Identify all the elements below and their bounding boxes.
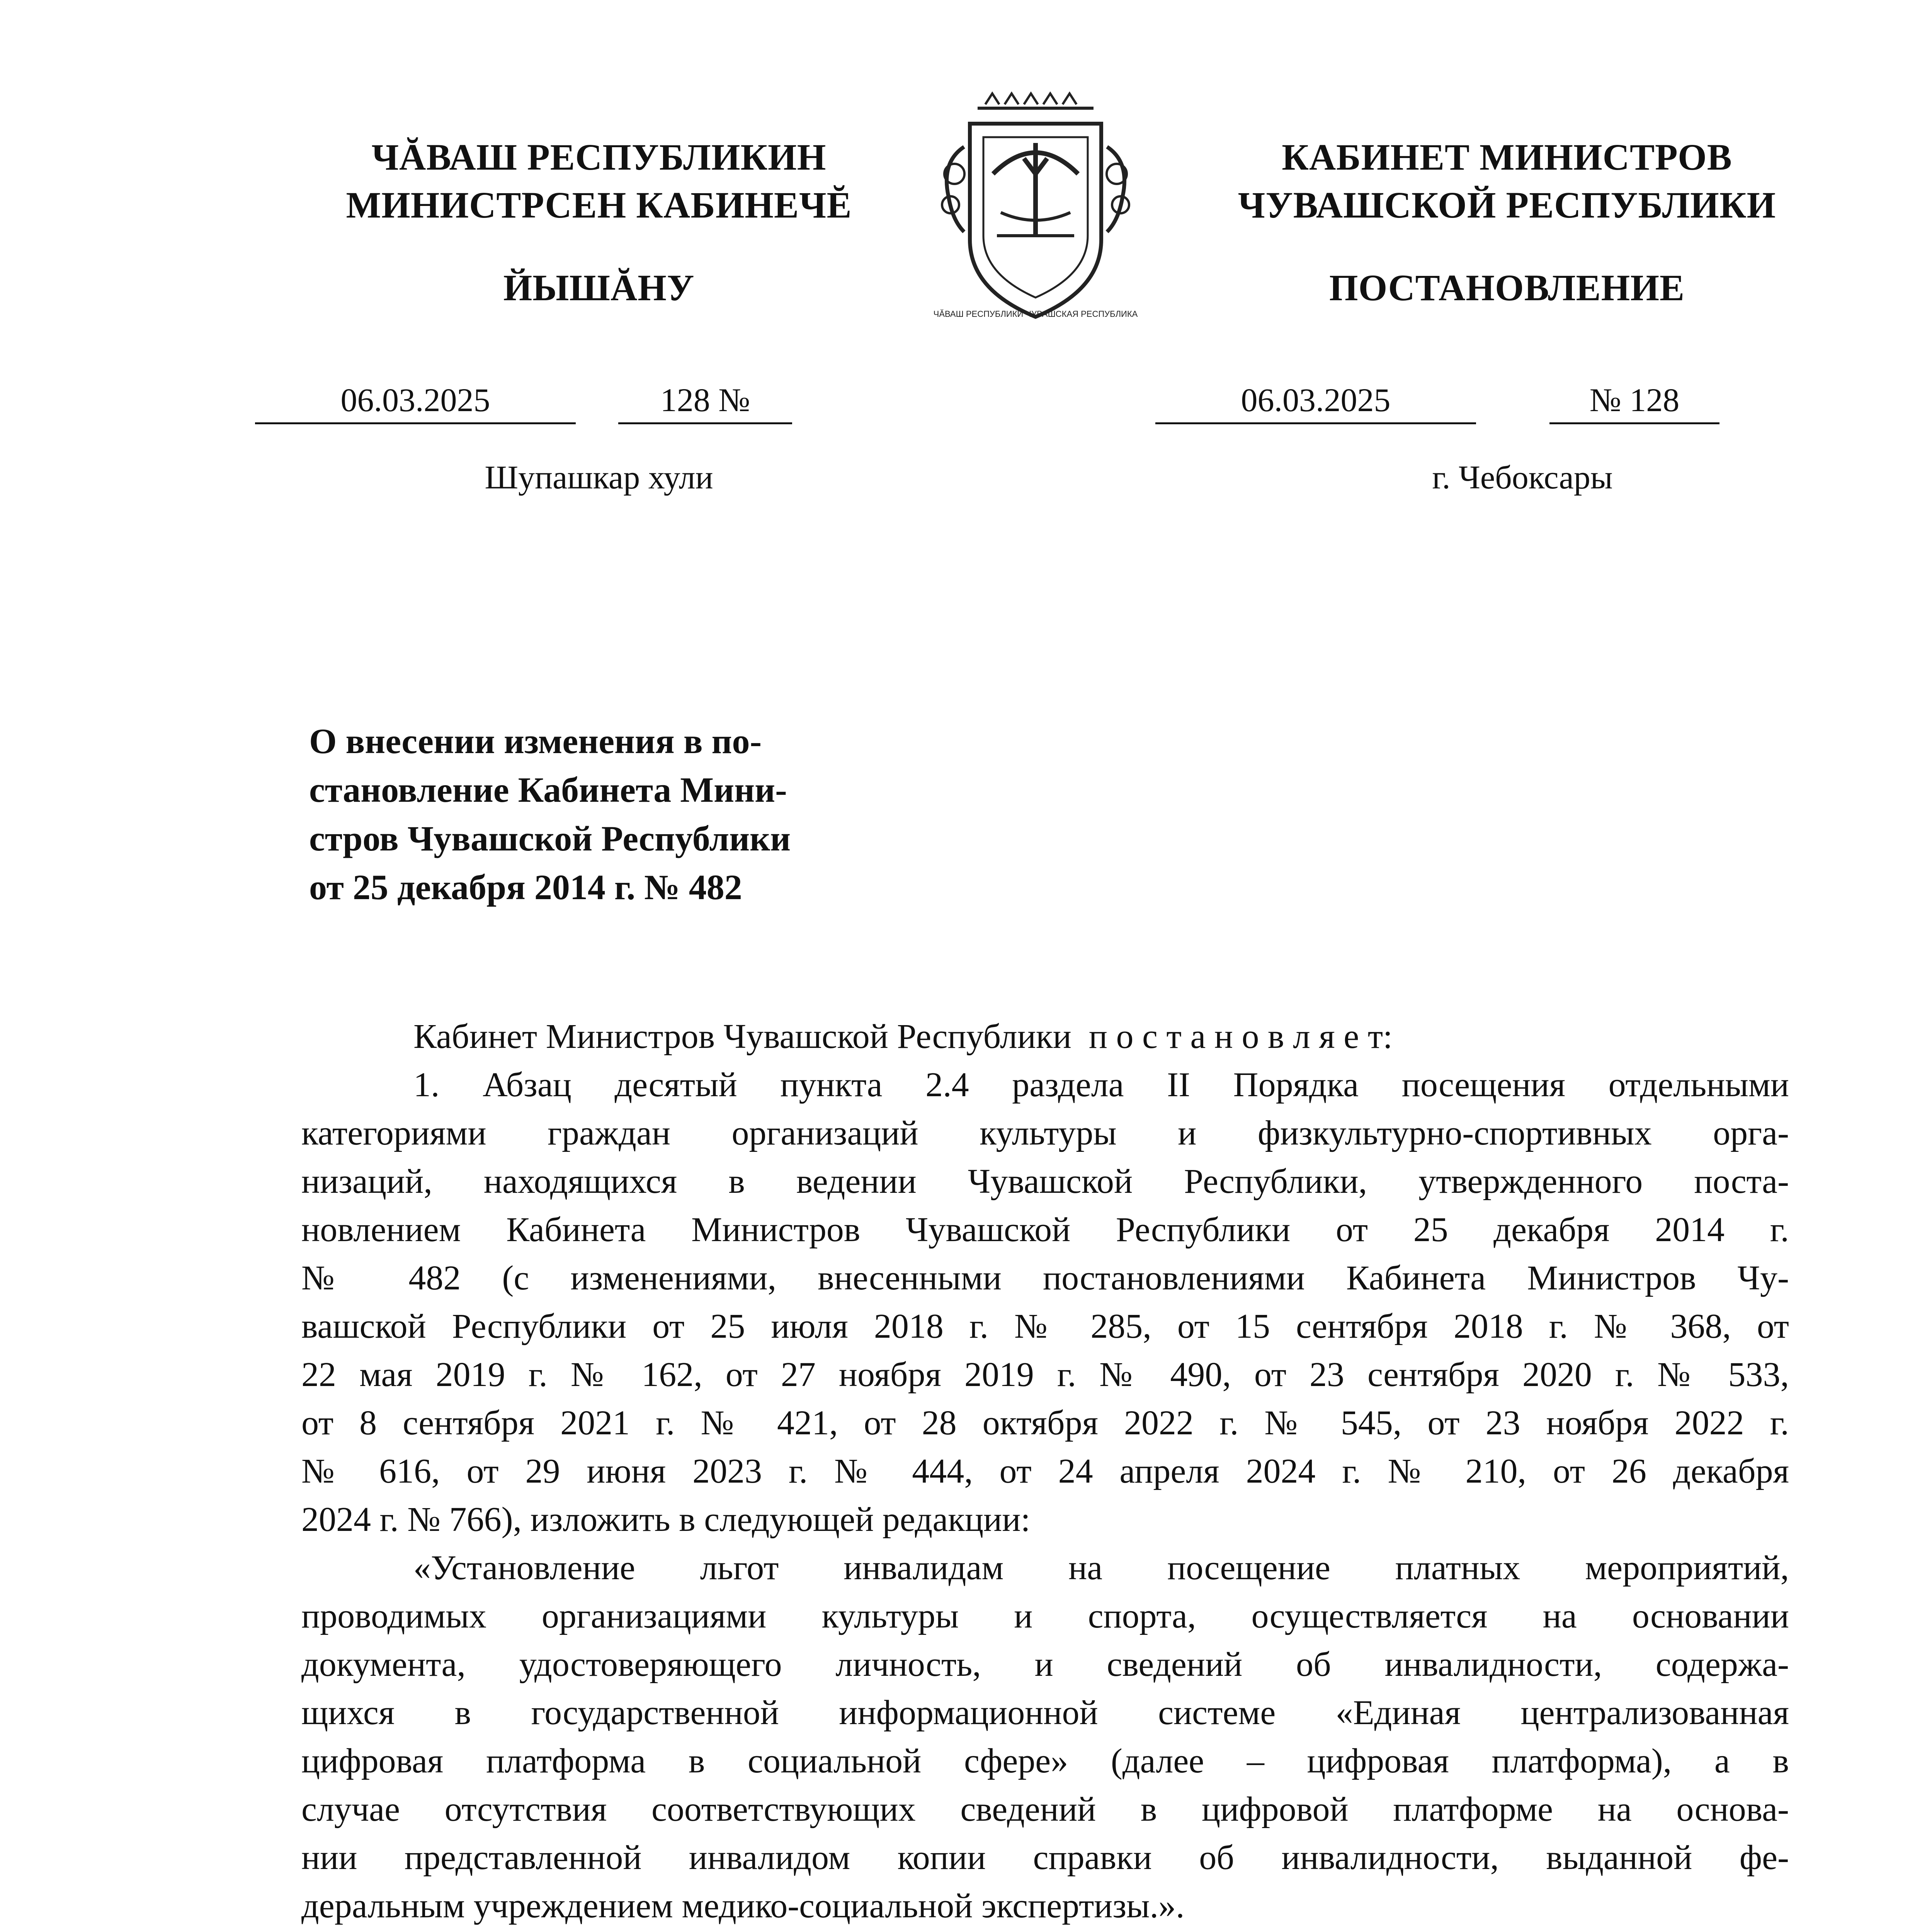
item-1-line: 2024 г. № 766), изложить в следующей редакции:: [301, 1500, 1031, 1539]
item-1-line: вашской Республики от 25 июля 2018 г. № 285, от 15 сентября 2018 г. № 368, от: [301, 1307, 1789, 1345]
item-1-line: новлением Кабинета Министров Чувашской Республики от 25 декабря 2014 г.: [301, 1211, 1789, 1249]
quote-line: деральным учреждением медико-социальной экспертизы.».: [301, 1887, 1185, 1925]
quoted-text: [301, 1544, 1789, 1930]
quote-line: проводимых организациями культуры и спорта, осуществляется на основании: [301, 1597, 1789, 1635]
header-right-line-2: ЧУВАШСКОЙ РЕСПУБЛИКИ: [1238, 184, 1776, 226]
header-left-doc-type: ЙЫШĂНУ: [503, 267, 695, 308]
right-city: г. Чебоксары: [1432, 459, 1613, 496]
subject-line: от 25 декабря 2014 г. № 482: [309, 867, 742, 907]
subject-line: становление Кабинета Мини-: [309, 770, 787, 810]
left-number: 128 №: [618, 381, 792, 424]
quote-line: щихся в государственной информационной системе «Единая централизованная: [301, 1694, 1789, 1732]
left-city: Шупашкар хули: [485, 459, 713, 496]
quote-line: цифровая платформа в социальной сфере» (далее – цифровая платформа), а в: [301, 1742, 1789, 1780]
document-subject: [309, 717, 904, 912]
item-1: [301, 1061, 1789, 1544]
header-left-line-1: ЧĂВАШ РЕСПУБЛИКИН: [371, 136, 827, 178]
emblem-text: ЧĂВАШ РЕСПУБЛИКИ ЧУВАШСКАЯ РЕСПУБЛИКА: [933, 309, 1138, 319]
quote-line: нии представленной инвалидом копии справки об инвалидности, выданной фе-: [301, 1838, 1789, 1877]
left-date: 06.03.2025: [255, 381, 576, 424]
header-right: [1179, 133, 1835, 312]
preamble-verb: п о с т а н о в л я е т:: [1088, 1017, 1393, 1056]
document-body: [301, 1012, 1789, 1932]
item-1-line: низаций, находящихся в ведении Чувашской Республики, утвержденного поста-: [301, 1162, 1789, 1201]
subject-line: стров Чувашской Республики: [309, 819, 791, 858]
quote-line: документа, удостоверяющего личность, и сведений об инвалидности, содержа-: [301, 1645, 1789, 1684]
right-date: 06.03.2025: [1155, 381, 1476, 424]
item-1-line: категориями граждан организаций культуры и физкультурно-спортивных орга-: [301, 1114, 1789, 1152]
item-2: [301, 1930, 1789, 1932]
header-right-doc-type: ПОСТАНОВЛЕНИЕ: [1329, 267, 1685, 308]
preamble: [301, 1012, 1789, 1061]
preamble-text: Кабинет Министров Чувашской Республики: [413, 1017, 1071, 1056]
quote-line: «Установление льгот инвалидам на посещение платных мероприятий,: [413, 1549, 1789, 1587]
quote-line: случае отсутствия соответствующих сведений в цифровой платформе на основа-: [301, 1790, 1789, 1828]
coat-of-arms-emblem: [927, 89, 1144, 328]
item-2-line: [301, 1930, 1789, 1932]
item-1-line: от 8 сентября 2021 г. № 421, от 28 октября 2022 г. № 545, от 23 ноября 2022 г.: [301, 1404, 1789, 1442]
subject-line: О внесении изменения в по-: [309, 721, 762, 761]
right-number: № 128: [1549, 381, 1719, 424]
header-left-line-2: МИНИСТРСЕН КАБИНЕЧĔ: [346, 184, 852, 226]
item-1-line: 22 мая 2019 г. № 162, от 27 ноября 2019 г. № 490, от 23 сентября 2020 г. № 533,: [301, 1355, 1789, 1394]
header-left: [270, 133, 927, 312]
header-right-line-1: КАБИНЕТ МИНИСТРОВ: [1282, 136, 1732, 178]
item-1-line: 1. Абзац десятый пункта 2.4 раздела II Порядка посещения отдельными: [413, 1066, 1789, 1104]
item-1-line: № 616, от 29 июня 2023 г. № 444, от 24 апреля 2024 г. № 210, от 26 декабря: [301, 1452, 1789, 1490]
item-1-line: № 482 (с изменениями, внесенными постановлениями Кабинета Министров Чу-: [301, 1259, 1789, 1297]
